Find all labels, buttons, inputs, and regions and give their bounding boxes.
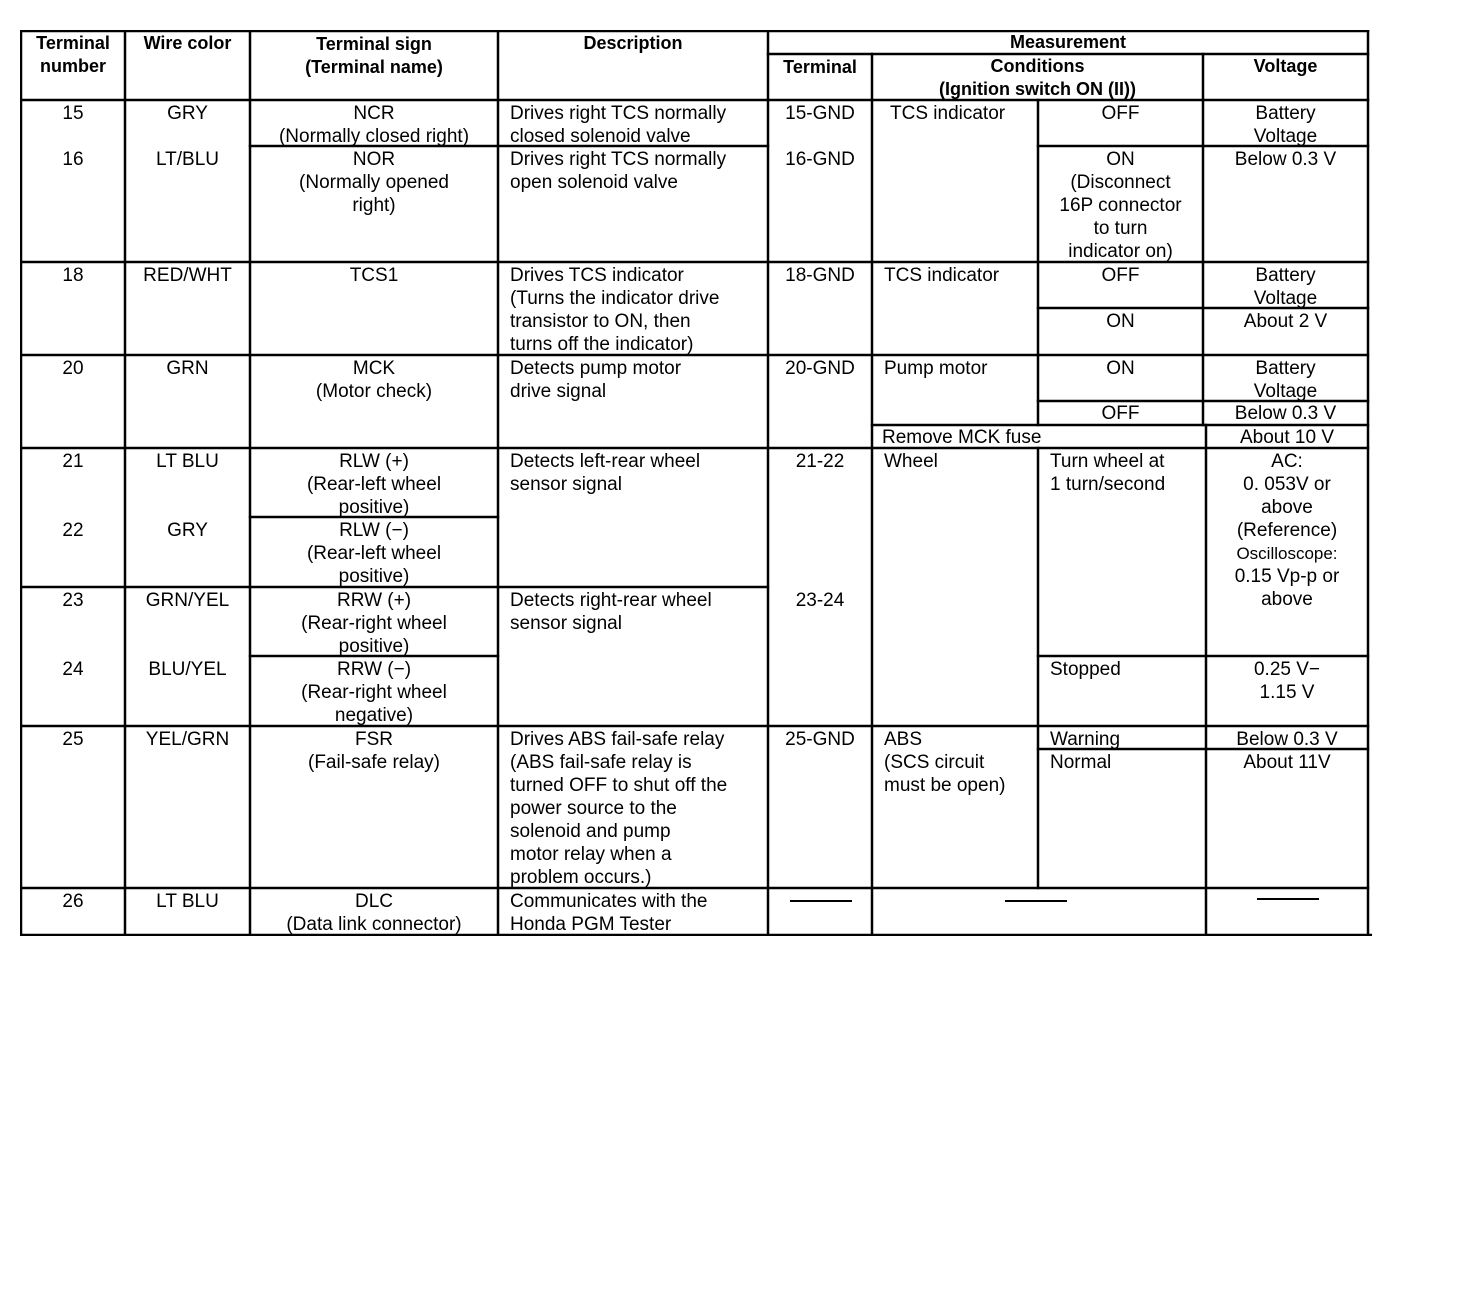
terminal-sign: NCR (Normally closed right) [278,103,470,146]
terminal-sign: TCS1 [349,265,399,286]
header-description: Description [583,33,683,53]
terminal-number: 25 [62,729,84,750]
measurement-terminal: 25-GND [785,729,855,750]
voltage-value: 0.15 Vp-p or above [1234,566,1340,610]
voltage-value: Below 0.3 V [1234,149,1337,170]
wire-color: GRN/YEL [145,590,230,611]
condition-state: OFF [1101,265,1140,286]
description: Detects left-rear wheel sensor signal [510,451,701,495]
voltage-value: Oscilloscope: [1236,544,1338,563]
terminal-number: 20 [62,358,84,379]
condition-item: TCS indicator [890,103,1006,124]
voltage-value: AC: 0. 053V or above (Reference) [1236,451,1338,541]
wire-color: GRY [167,103,208,124]
measurement-terminal: 23-24 [795,590,845,611]
header-wire-color: Wire color [143,33,232,53]
terminal-number: 21 [62,451,84,472]
measurement-terminal: 18-GND [785,265,855,286]
empty-dash [790,900,852,902]
wire-color: YEL/GRN [145,729,230,750]
wire-color: GRY [167,520,208,541]
condition-item: Remove MCK fuse [882,427,1042,448]
condition-item: Wheel [884,451,938,472]
voltage-value: Battery Voltage [1253,358,1318,401]
description: Detects right-rear wheel sensor signal [510,590,712,634]
header-terminal-number: Terminal number [36,33,110,76]
voltage-value: About 11V [1243,752,1331,773]
voltage-value: 0.25 V− 1.15 V [1253,659,1321,703]
terminal-sign: RLW (−) (Rear-left wheel positive) [306,520,442,587]
wire-color: LT BLU [156,891,219,912]
terminal-sign: MCK (Motor check) [315,358,433,402]
description: Drives right TCS normally open solenoid valve [510,149,727,193]
condition-state: ON (Disconnect 16P connector to turn indicator on) [1059,149,1182,262]
terminal-sign: FSR (Fail-safe relay) [308,729,440,773]
condition-state: Warning [1050,729,1121,749]
voltage-value: Battery Voltage [1253,265,1318,308]
terminal-sign: RRW (−) (Rear-right wheel negative) [301,659,447,726]
voltage-value: Below 0.3 V [1236,729,1338,749]
measurement-terminal: 15-GND [785,103,855,124]
terminal-number: 15 [62,103,84,124]
voltage-value: Below 0.3 V [1234,403,1337,424]
condition-state: Stopped [1050,659,1121,680]
condition-state: ON [1106,311,1135,332]
header-terminal-sign: Terminal sign (Terminal name) [305,34,443,77]
condition-state: Normal [1050,752,1112,773]
voltage-value: About 2 V [1243,311,1328,332]
voltage-value: Battery Voltage [1253,103,1318,146]
header-voltage: Voltage [1253,56,1318,76]
description: Communicates with the Honda PGM Tester [510,891,708,935]
terminal-number: 22 [62,520,84,541]
terminal-table [20,30,1372,936]
condition-item: ABS (SCS circuit must be open) [884,729,1006,796]
header-conditions: Conditions (Ignition switch ON (II)) [939,56,1136,99]
terminal-number: 16 [62,149,84,170]
condition-state: OFF [1101,403,1140,424]
wire-color: BLU/YEL [148,659,227,680]
description: Drives ABS fail-safe relay (ABS fail-safe relay is turned OFF to shut off the power source to the solenoid and pump motor relay when a problem occurs.) [510,729,728,888]
header-measurement: Measurement [1009,32,1127,52]
empty-dash [1005,900,1067,902]
terminal-number: 24 [62,659,84,680]
condition-item: Pump motor [884,358,988,379]
voltage-value: About 10 V [1239,427,1335,448]
description: Detects pump motor drive signal [510,358,682,402]
condition-state: Turn wheel at 1 turn/second [1050,451,1166,495]
terminal-sign: RLW (+) (Rear-left wheel positive) [306,451,442,517]
wire-color: RED/WHT [143,265,232,286]
wire-color: GRN [166,358,209,379]
condition-item: TCS indicator [884,265,1000,286]
terminal-number: 23 [62,590,84,611]
measurement-terminal: 20-GND [785,358,855,379]
wire-color: LT BLU [156,451,219,472]
measurement-terminal: 21-22 [795,451,845,472]
wire-color: LT/BLU [155,149,219,170]
empty-dash [1257,898,1319,900]
terminal-number: 26 [62,891,84,912]
terminal-sign: RRW (+) (Rear-right wheel positive) [301,590,447,656]
measurement-terminal: 16-GND [785,149,855,170]
terminal-sign: DLC (Data link connector) [286,891,462,935]
header-meas-terminal: Terminal [783,57,857,77]
description: Drives right TCS normally closed solenoid valve [510,103,727,146]
condition-state: OFF [1101,103,1140,124]
terminal-number: 18 [62,265,84,286]
description: Drives TCS indicator (Turns the indicator drive transistor to ON, then turns off the indicator) [510,265,720,355]
terminal-sign: NOR (Normally opened right) [299,149,449,216]
condition-state: ON [1106,358,1135,379]
